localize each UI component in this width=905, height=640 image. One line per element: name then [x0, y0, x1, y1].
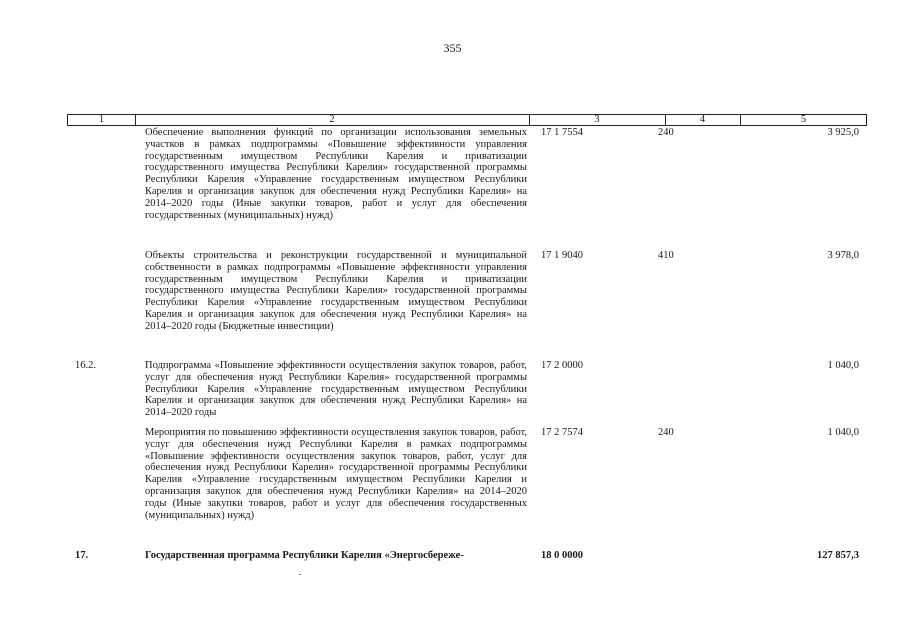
- row-description: Государственная программа Республики Карелия «Энергосбереже-: [145, 550, 464, 561]
- header-col-1: 1: [98, 114, 105, 125]
- scan-speck: [299, 574, 301, 575]
- row-description: Обеспечение выполнения функций по организации использования земельных участков в рамках подпрограммы «Повышение эффективности управления государственным имуществом Республики Карелия и приватизации государственного имущества Республики Карелия» государственной программы Республики Карелия «Управление государственным имуществом Республики Карелия и организация закупок для обеспечения нужд Республики Карелия» на 2014–2020 годы (Иные закупки товаров, работ и услуг для обеспечения государственных (муниципальных) нужд): [145, 127, 527, 221]
- row-code: 17 2 0000: [541, 360, 583, 371]
- page-number: 355: [443, 41, 462, 55]
- row-description: Объекты строительства и реконструкции государственной и муниципальной собственности в рамках подпрограммы «Повышение эффективности управления государственным имуществом Республики Карелия и приватизации государственного имущества Республики Карелия» государственной программы Республики Карелия «Управление государственным имуществом Республики Карелия и организация закупок для обеспечения нужд Республики Карелия» на 2014–2020 годы (Бюджетные инвестиции): [145, 250, 527, 332]
- header-col-4: 4: [699, 114, 706, 125]
- row-expense-type: 240: [658, 427, 674, 438]
- row-number: 17.: [75, 550, 89, 561]
- row-description: Подпрограмма «Повышение эффективности осуществления закупок товаров, работ, услуг для обеспечения нужд Республики Карелия» государственной программы Республики Карелия «Управление государственным имуществом Республики Карелия и организация закупок для обеспечения нужд Республики Карелия» на 2014–2020 годы: [145, 360, 527, 419]
- row-amount: 3 978,0: [827, 250, 859, 261]
- row-code: 17 1 7554: [541, 127, 583, 138]
- table-header: [67, 114, 867, 126]
- header-col-3: 3: [594, 114, 600, 125]
- row-amount: 1 040,0: [827, 427, 859, 438]
- row-expense-type: 410: [658, 250, 674, 261]
- row-amount: 3 925,0: [827, 127, 859, 138]
- header-col-2: 2: [329, 114, 335, 125]
- row-amount: 127 857,3: [817, 550, 859, 561]
- row-amount: 1 040,0: [827, 360, 859, 371]
- row-expense-type: 240: [658, 127, 674, 138]
- row-code: 17 2 7574: [541, 427, 583, 438]
- row-code: 17 1 9040: [541, 250, 583, 261]
- row-code: 18 0 0000: [541, 550, 583, 561]
- header-col-5: 5: [800, 114, 807, 125]
- row-number: 16.2.: [75, 360, 96, 371]
- row-description: Мероприятия по повышению эффективности осуществления закупок товаров, работ, услуг для обеспечения нужд Республики Карелия в рамках подпрограммы «Повышение эффективности осуществления закупок товаров, работ, услуг для обеспечения нужд Республики Карелия» государственной программы Республики Карелия «Управление государственным имуществом Республики Карелия и организация закупок для обеспечения нужд Республики Карелия» на 2014–2020 годы (Иные закупки товаров, работ и услуг для обеспечения государственных (муниципальных) нужд): [145, 427, 527, 521]
